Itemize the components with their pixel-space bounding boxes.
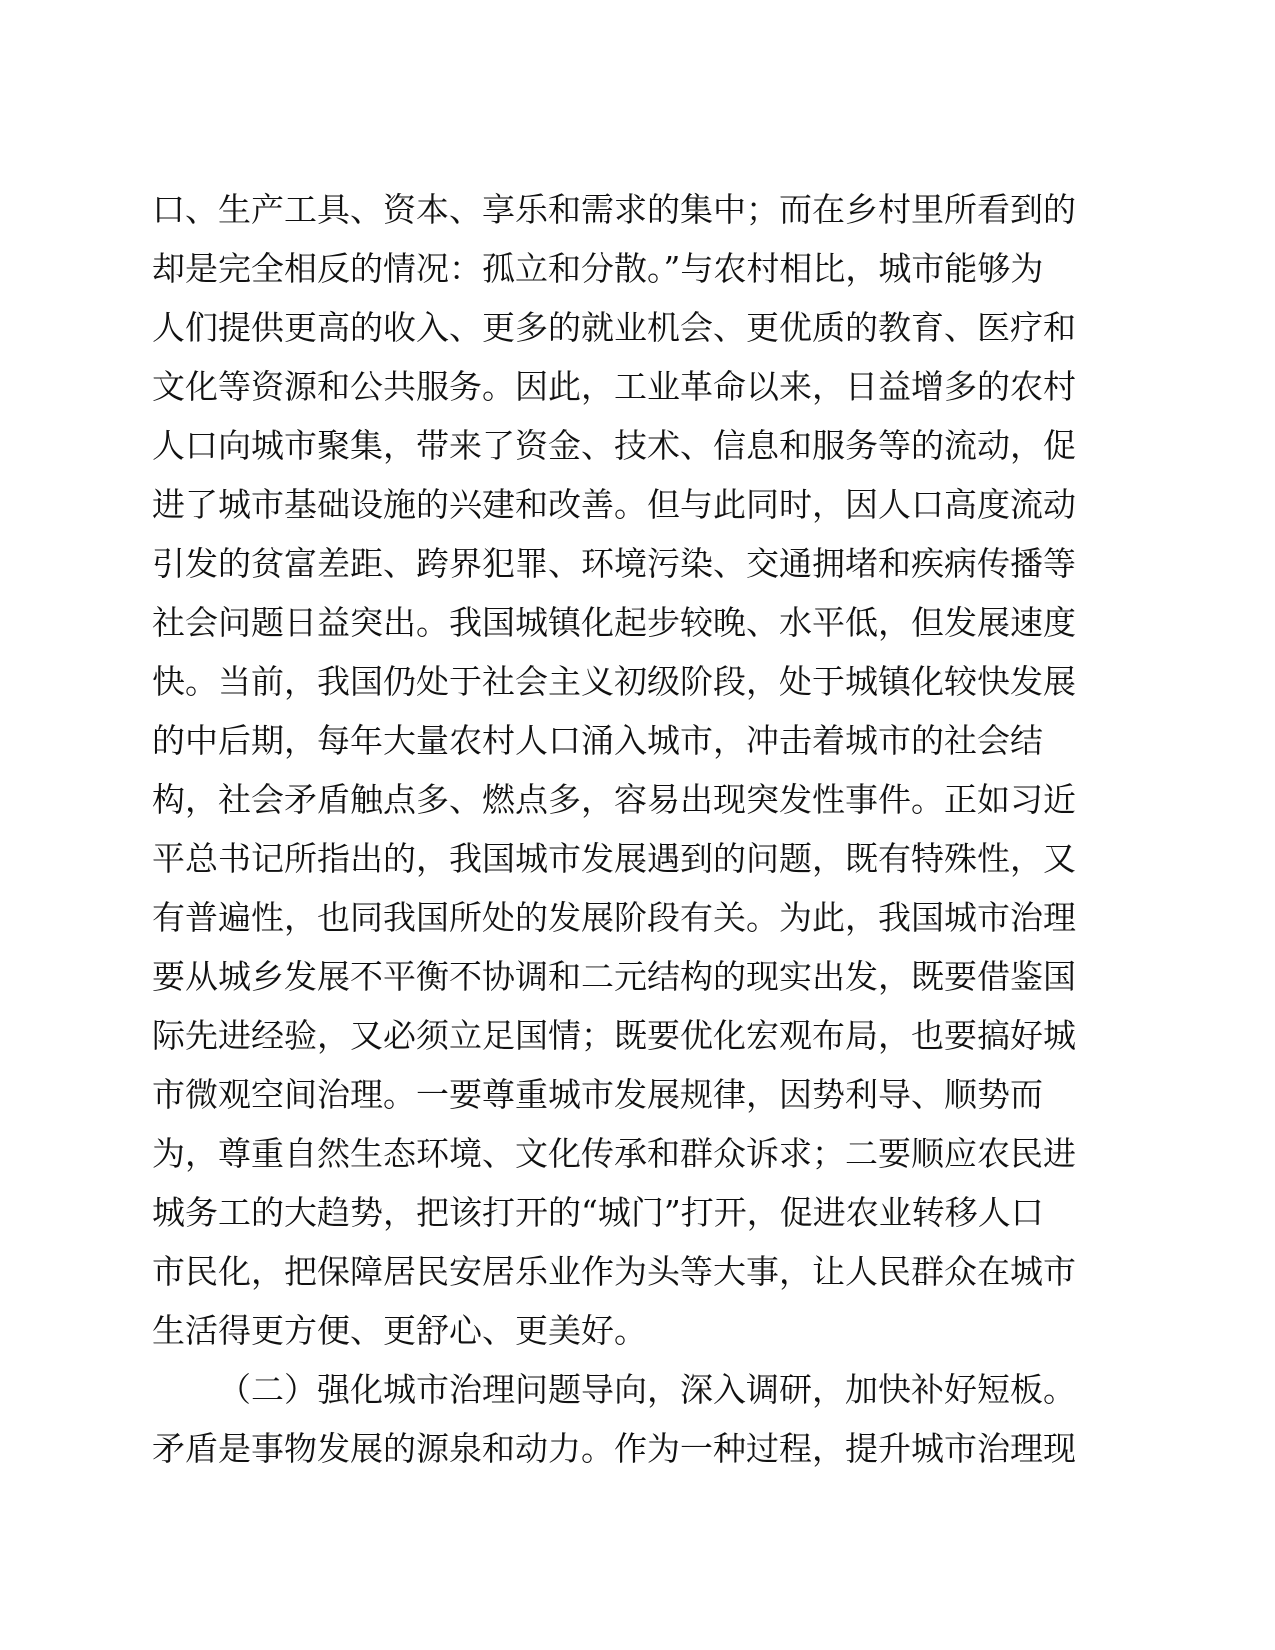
text-line: 市民化，把保障居民安居乐业作为头等大事，让人民群众在城市 — [152, 1252, 1076, 1291]
text-line: 平总书记所指出的，我国城市发展遇到的问题，既有特殊性，又 — [152, 839, 1076, 878]
text-line: 市微观空间治理。一要尊重城市发展规律，因势利导、顺势而 — [152, 1075, 1043, 1114]
text-line: 人们提供更高的收入、更多的就业机会、更优质的教育、医疗和 — [152, 308, 1076, 347]
text-line: 的中后期，每年大量农村人口涌入城市，冲击着城市的社会结 — [152, 721, 1043, 760]
text-line: 际先进经验，又必须立足国情；既要优化宏观布局，也要搞好城 — [152, 1016, 1076, 1055]
text-line: 文化等资源和公共服务。因此，工业革命以来，日益增多的农村 — [152, 367, 1076, 406]
text-line: 要从城乡发展不平衡不协调和二元结构的现实出发，既要借鉴国 — [152, 957, 1076, 996]
text-line: 口、生产工具、资本、享乐和需求的集中；而在乡村里所看到的 — [152, 190, 1076, 229]
text-line: 快。当前，我国仍处于社会主义初级阶段，处于城镇化较快发展 — [152, 662, 1076, 701]
text-line: 有普遍性，也同我国所处的发展阶段有关。为此，我国城市治理 — [152, 898, 1076, 937]
text-line: 社会问题日益突出。我国城镇化起步较晚、水平低，但发展速度 — [152, 603, 1076, 642]
text-line: 进了城市基础设施的兴建和改善。但与此同时，因人口高度流动 — [152, 485, 1076, 524]
text-line: 为，尊重自然生态环境、文化传承和群众诉求；二要顺应农民进 — [152, 1134, 1076, 1173]
body-text — [152, 180, 1076, 1478]
text-line: 城务工的大趋势，把该打开的“城门”打开，促进农业转移人口 — [152, 1193, 1044, 1232]
text-line: 人口向城市聚集，带来了资金、技术、信息和服务等的流动，促 — [152, 426, 1076, 465]
text-line: 生活得更方便、更舒心、更美好。 — [152, 1311, 647, 1350]
section-heading: （二）强化城市治理问题导向，深入调研，加快补好短板。 — [218, 1370, 1076, 1409]
text-line: 构，社会矛盾触点多、燃点多，容易出现突发性事件。正如习近 — [152, 780, 1076, 819]
text-line: 引发的贫富差距、跨界犯罪、环境污染、交通拥堵和疾病传播等 — [152, 544, 1076, 583]
text-line: 矛盾是事物发展的源泉和动力。作为一种过程，提升城市治理现 — [152, 1429, 1076, 1468]
text-line: 却是完全相反的情况：孤立和分散。”与农村相比，城市能够为 — [152, 249, 1044, 288]
